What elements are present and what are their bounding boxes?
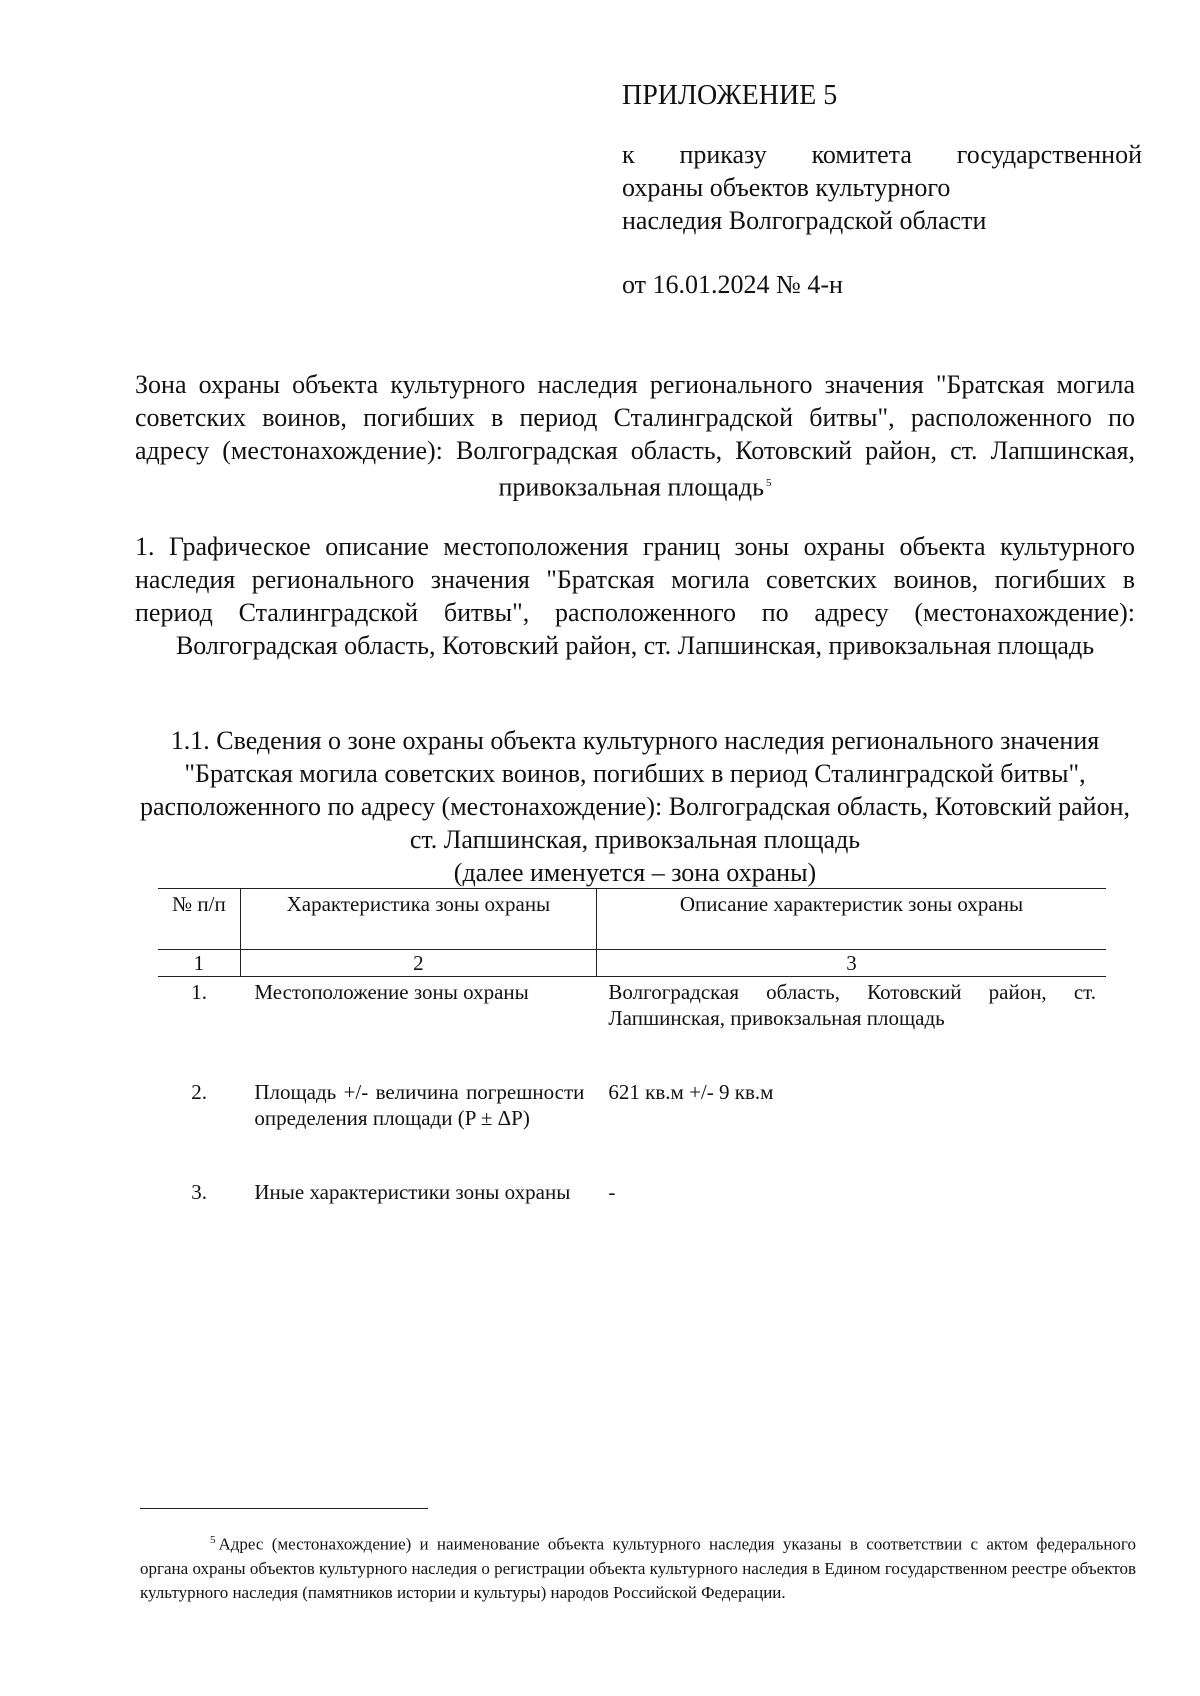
zone-info-table	[158, 888, 1106, 1207]
appendix-line-3: наследия Волгоградской области	[622, 206, 987, 235]
appendix-label: ПРИЛОЖЕНИЕ 5	[622, 80, 838, 111]
row-number: 3.	[191, 1180, 208, 1204]
appendix-line-2: охраны объектов культурного	[622, 173, 951, 202]
footnote-reference: 5	[766, 477, 772, 489]
table-spacer	[158, 1133, 1106, 1177]
row-description: 621 кв.м +/- 9 кв.м	[608, 1080, 774, 1104]
section-1-1-subtitle: (далее именуется – зона охраны)	[453, 858, 817, 887]
table-header-row	[158, 889, 1106, 950]
header-characteristic: Характеристика зоны охраны	[240, 889, 596, 950]
appendix-line-1: к приказу комитета государственной	[622, 140, 1142, 169]
footnote-text: Адрес (местонахождение) и наименование объекта культурного наследия указаны в соответствии с актом федерального органа охраны объектов культурного наследия о регистрации объекта культурного наследия в Едином государственном реестре объектов культурного наследия (памятников истории и культуры) народов Российской Федерации.	[140, 1534, 1136, 1602]
row-number: 1.	[191, 980, 208, 1004]
footnote	[140, 1528, 1136, 1605]
row-characteristic: Иные характеристики зоны охраны	[254, 1180, 571, 1204]
column-number-1: 1	[158, 950, 240, 977]
table-spacer	[158, 1033, 1106, 1077]
document-title-text: Зона охраны объекта культурного наследия регионального значения "Братская могила советских воинов, погибших в период Сталинградской битвы", расположенного по адресу (местонахождение): Волгоградская область, Котовский район, ст. Лапшинская, привокзальная площадь	[135, 370, 1135, 502]
header-description: Описание характеристик зоны охраны	[596, 889, 1106, 950]
row-description: Волгоградская область, Котовский район, ст. Лапшинская, привокзальная площадь	[608, 980, 1096, 1030]
order-date: от 16.01.2024 № 4-н	[622, 270, 843, 299]
row-description: -	[608, 1180, 616, 1204]
section-1-1-text: 1.1. Сведения о зоне охраны объекта культурного наследия регионального значения "Братская могила советских воинов, погибших в период Сталинградской битвы", расположенного по адресу (местонахождение): Волгоградская область, Котовский район, ст. Лапшинская, привокзальная площадь	[140, 726, 1130, 854]
appendix-reference	[622, 138, 1142, 237]
table-row	[158, 977, 1106, 1034]
section-1-1-heading	[135, 724, 1135, 889]
row-characteristic: Площадь +/- величина погрешности определения площади (P ± ΔP)	[254, 1080, 585, 1130]
table-row	[158, 1177, 1106, 1207]
table-column-numbers-row	[158, 950, 1106, 977]
column-number-2: 2	[240, 950, 596, 977]
footnote-divider	[140, 1508, 428, 1509]
document-title	[135, 368, 1135, 504]
column-number-3: 3	[596, 950, 1106, 977]
footnote-mark: 5	[210, 1534, 216, 1546]
row-characteristic: Местоположение зоны охраны	[254, 980, 529, 1004]
section-1-heading: 1. Графическое описание местоположения границ зоны охраны объекта культурного наследия регионального значения "Братская могила советских воинов, погибших в период Сталинградской битвы", расположенного по адресу (местонахождение): Волгоградская область, Котовский район, ст. Лапшинская, привокзальная площадь	[135, 532, 1135, 660]
header-number: № п/п	[158, 889, 240, 950]
row-number: 2.	[191, 1080, 208, 1104]
table-row	[158, 1077, 1106, 1133]
